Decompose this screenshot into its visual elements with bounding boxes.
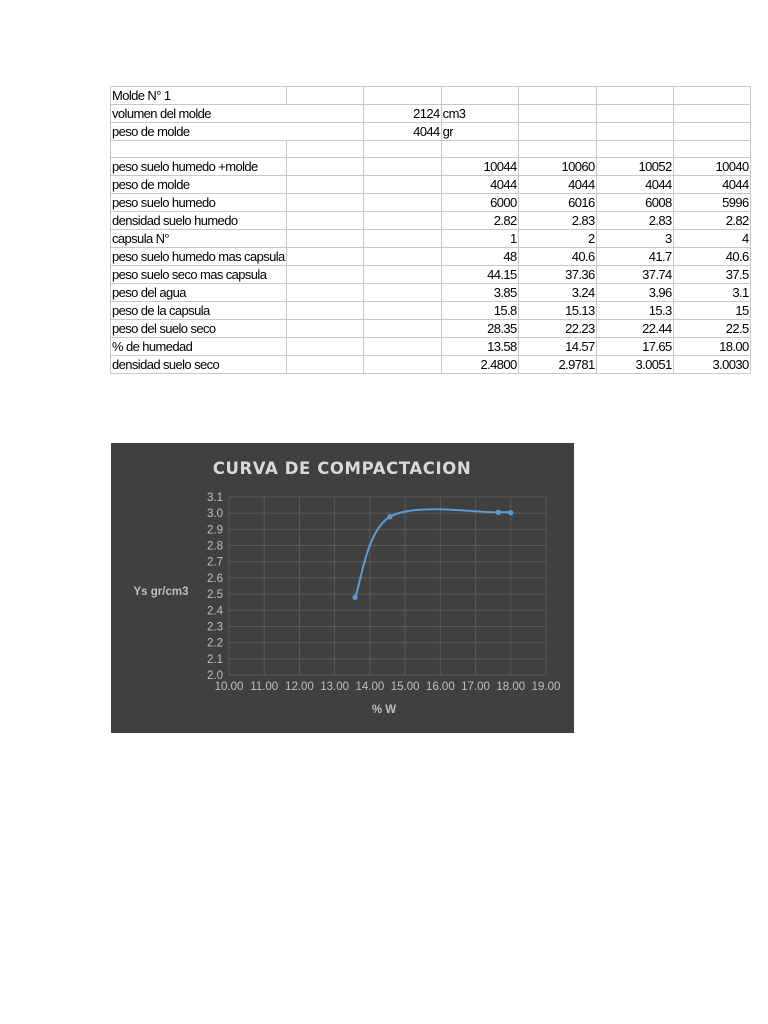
y-axis-label: Ys gr/cm3 (133, 586, 189, 598)
value-cell[interactable]: 37.74 (596, 266, 673, 284)
y-tick-label: 2.9 (207, 524, 223, 537)
empty-cell[interactable] (363, 248, 441, 266)
empty-cell[interactable] (111, 141, 287, 158)
row-label-cell[interactable]: peso suelo humedo mas capsula (112, 249, 285, 265)
x-tick-label: 11.00 (250, 681, 279, 693)
x-tick-label: 13.00 (320, 681, 350, 693)
value-cell[interactable]: 5996 (673, 194, 750, 212)
empty-cell[interactable] (673, 141, 750, 158)
table-row (111, 356, 751, 374)
empty-cell[interactable] (286, 212, 363, 230)
row-label-cell[interactable]: peso de la capsula (111, 302, 287, 320)
value-cell[interactable]: 41.7 (596, 248, 673, 266)
value-cell[interactable]: 10040 (673, 158, 750, 176)
value-cell[interactable]: 28.35 (441, 320, 518, 338)
peso-molde-label-cell[interactable]: peso de molde (111, 123, 364, 141)
value-cell[interactable]: 2 (518, 230, 596, 248)
empty-cell[interactable] (363, 266, 441, 284)
x-tick-label: 16.00 (425, 681, 455, 693)
value-cell[interactable]: 1 (441, 230, 518, 248)
empty-cell[interactable] (673, 123, 750, 141)
data-point (352, 595, 357, 600)
value-cell[interactable]: 14.57 (518, 338, 596, 356)
value-cell[interactable]: 22.44 (596, 320, 673, 338)
volumen-label-cell[interactable]: volumen del molde (111, 105, 364, 123)
empty-cell[interactable] (286, 356, 363, 374)
value-cell[interactable]: 3.85 (441, 284, 518, 302)
table-row (111, 302, 751, 320)
data-point (387, 514, 392, 519)
table-row (111, 320, 751, 338)
empty-cell[interactable] (596, 141, 673, 158)
value-cell[interactable]: 10060 (518, 158, 596, 176)
empty-cell[interactable] (363, 338, 441, 356)
empty-cell[interactable] (363, 212, 441, 230)
row-label-cell[interactable]: peso suelo humedo +molde (111, 158, 287, 176)
empty-cell[interactable] (363, 302, 441, 320)
empty-cell[interactable] (286, 284, 363, 302)
empty-cell[interactable] (286, 320, 363, 338)
table-row (111, 248, 751, 266)
data-point (496, 510, 501, 515)
row-label-cell[interactable]: peso suelo humedo (111, 194, 287, 212)
compaction-chart-svg (111, 443, 574, 733)
y-tick-label: 2.7 (207, 556, 223, 569)
value-cell[interactable]: 15.8 (441, 302, 518, 320)
y-tick-label: 2.8 (207, 540, 223, 553)
empty-cell[interactable] (518, 87, 596, 105)
row-label-cell[interactable]: capsula N° (111, 230, 287, 248)
table-row (111, 266, 751, 284)
table-row (111, 141, 751, 158)
value-cell[interactable]: 3.0030 (673, 356, 750, 374)
value-cell[interactable]: 40.6 (673, 248, 750, 266)
value-cell[interactable]: 44.15 (441, 266, 518, 284)
value-cell[interactable]: 40.6 (518, 248, 596, 266)
value-cell[interactable]: 4044 (596, 176, 673, 194)
value-cell[interactable]: 3.24 (518, 284, 596, 302)
table-row (111, 105, 751, 123)
empty-cell[interactable] (286, 230, 363, 248)
empty-cell[interactable] (286, 176, 363, 194)
value-cell[interactable]: 37.5 (673, 266, 750, 284)
value-cell[interactable]: 10052 (596, 158, 673, 176)
empty-cell[interactable] (441, 141, 518, 158)
y-tick-label: 3.1 (207, 492, 223, 504)
value-cell[interactable]: 3.1 (673, 284, 750, 302)
empty-cell[interactable] (286, 141, 363, 158)
empty-cell[interactable] (286, 338, 363, 356)
value-cell[interactable]: 6008 (596, 194, 673, 212)
peso-molde-value-cell[interactable]: 4044 (363, 123, 441, 141)
x-tick-label: 18.00 (496, 681, 526, 693)
value-cell[interactable]: 13.58 (441, 338, 518, 356)
y-tick-label: 2.4 (207, 605, 223, 618)
value-cell[interactable]: 3.96 (596, 284, 673, 302)
x-tick-label: 14.00 (355, 681, 385, 693)
row-label-cell[interactable]: densidad suelo humedo (111, 212, 287, 230)
table-row (111, 123, 751, 141)
empty-cell[interactable] (363, 87, 441, 105)
empty-cell[interactable] (363, 141, 441, 158)
value-cell[interactable]: 4044 (518, 176, 596, 194)
value-cell[interactable]: 2.9781 (518, 356, 596, 374)
y-tick-label: 2.3 (207, 621, 223, 634)
row-label-cell[interactable]: peso de molde (111, 176, 287, 194)
value-cell[interactable]: 2.4800 (441, 356, 518, 374)
x-tick-label: 12.00 (285, 681, 314, 693)
molde-label-cell[interactable]: Molde N° 1 (111, 87, 287, 105)
y-tick-label: 2.0 (207, 670, 223, 682)
chart-title: CURVA DE COMPACTACION (212, 459, 472, 478)
row-label-cell[interactable]: densidad suelo seco (111, 356, 287, 374)
peso-molde-unit-cell[interactable]: gr (441, 123, 518, 141)
empty-cell[interactable] (363, 320, 441, 338)
value-cell[interactable]: 6016 (518, 194, 596, 212)
value-cell[interactable]: 10044 (441, 158, 518, 176)
empty-cell[interactable] (363, 176, 441, 194)
row-label-cell[interactable]: % de humedad (111, 338, 287, 356)
x-tick-label: 10.00 (214, 681, 244, 693)
table-row (111, 230, 751, 248)
empty-cell[interactable] (286, 302, 363, 320)
empty-cell[interactable] (286, 248, 363, 266)
value-cell[interactable]: 4 (673, 230, 750, 248)
table-row (111, 87, 751, 105)
value-cell[interactable]: 17.65 (596, 338, 673, 356)
table-row (111, 284, 751, 302)
empty-cell[interactable] (286, 87, 363, 105)
value-cell[interactable]: 2.82 (441, 212, 518, 230)
value-cell[interactable]: 2.82 (673, 212, 750, 230)
y-tick-label: 2.1 (207, 653, 223, 666)
row-label-cell[interactable]: peso suelo seco mas capsula (111, 266, 287, 284)
compaction-chart (111, 443, 574, 733)
value-cell[interactable]: 15 (673, 302, 750, 320)
x-axis-label: % W (371, 704, 397, 716)
empty-cell[interactable] (363, 158, 441, 176)
value-cell[interactable]: 6000 (441, 194, 518, 212)
empty-cell[interactable] (441, 87, 518, 105)
value-cell[interactable]: 3 (596, 230, 673, 248)
table-row (111, 158, 751, 176)
empty-cell[interactable] (363, 230, 441, 248)
value-cell[interactable]: 2.83 (596, 212, 673, 230)
x-tick-label: 19.00 (531, 681, 561, 693)
value-cell[interactable]: 3.0051 (596, 356, 673, 374)
volumen-value-cell[interactable]: 2124 (363, 105, 441, 123)
row-label-cell[interactable]: peso del suelo seco (111, 320, 287, 338)
value-cell[interactable]: 22.5 (673, 320, 750, 338)
value-cell[interactable]: 37.36 (518, 266, 596, 284)
x-tick-label: 15.00 (390, 681, 420, 693)
empty-cell[interactable] (596, 87, 673, 105)
table-row (111, 194, 751, 212)
value-cell[interactable]: 15.13 (518, 302, 596, 320)
compaction-data-table (110, 86, 751, 374)
value-cell[interactable]: 15.3 (596, 302, 673, 320)
empty-cell[interactable] (286, 266, 363, 284)
data-point (508, 510, 513, 515)
empty-cell[interactable] (363, 194, 441, 212)
empty-cell[interactable] (363, 284, 441, 302)
value-cell[interactable]: 4044 (673, 176, 750, 194)
value-cell[interactable]: 2.83 (518, 212, 596, 230)
x-tick-label: 17.00 (461, 681, 490, 693)
empty-cell[interactable] (673, 87, 750, 105)
table-row (111, 176, 751, 194)
empty-cell[interactable] (518, 105, 596, 123)
y-tick-label: 3.0 (207, 508, 223, 521)
volumen-unit-cell[interactable]: cm3 (441, 105, 518, 123)
empty-cell[interactable] (673, 105, 750, 123)
value-cell[interactable]: 22.23 (518, 320, 596, 338)
table-row (111, 338, 751, 356)
y-tick-label: 2.6 (207, 572, 223, 585)
empty-cell[interactable] (286, 158, 363, 176)
y-tick-label: 2.2 (207, 637, 223, 650)
empty-cell[interactable] (596, 123, 673, 141)
empty-cell[interactable] (518, 123, 596, 141)
value-cell[interactable]: 48 (441, 248, 518, 266)
value-cell[interactable]: 4044 (441, 176, 518, 194)
series-line (355, 509, 511, 597)
empty-cell[interactable] (286, 194, 363, 212)
empty-cell[interactable] (518, 141, 596, 158)
value-cell[interactable]: 18.00 (673, 338, 750, 356)
row-label-cell[interactable]: peso del agua (111, 284, 287, 302)
empty-cell[interactable] (363, 356, 441, 374)
empty-cell[interactable] (596, 105, 673, 123)
y-tick-label: 2.5 (207, 589, 223, 602)
table-row (111, 212, 751, 230)
